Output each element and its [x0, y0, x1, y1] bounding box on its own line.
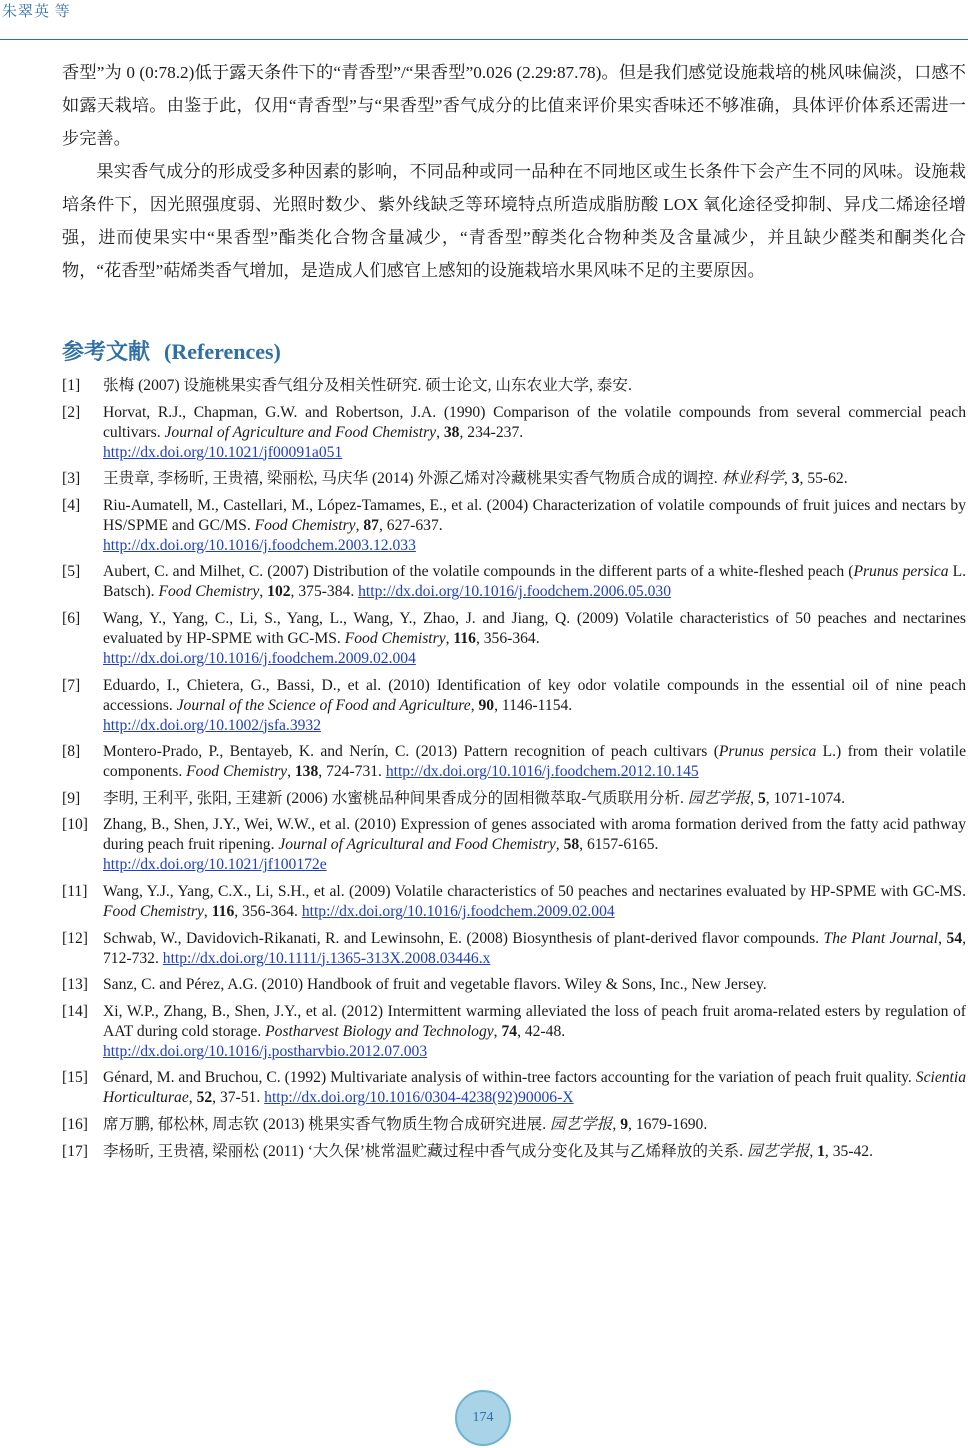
reference-number: [7] — [62, 676, 81, 694]
reference-segment: Xi, W.P., Zhang, B., Shen, J.Y., et al. (2012) Intermittent warming alleviated the loss of peach fruit aroma-related esters by regulation of AAT during cold storage. — [103, 1002, 966, 1040]
reference-journal: 林业科学 — [721, 470, 784, 488]
reference-text — [103, 376, 966, 396]
reference-text — [103, 496, 966, 556]
reference-segment: Montero-Prado, P., Bentayeb, K. and Nerín, C. (2013) Pattern recognition of peach cultivars ( — [103, 743, 719, 761]
reference-number: [12] — [62, 929, 88, 947]
reference-item — [62, 1002, 966, 1062]
reference-number: [17] — [62, 1142, 88, 1160]
reference-journal: 园艺学报 — [687, 789, 751, 807]
doi-link[interactable]: http://dx.doi.org/10.1016/j.foodchem.2006.05.030 — [358, 583, 671, 601]
reference-segment: , 724-731. — [318, 763, 386, 781]
reference-volume: 138 — [294, 763, 319, 781]
doi-link[interactable]: http://dx.doi.org/10.1021/jf00091a051 — [103, 443, 343, 461]
reference-segment: 李杨昕, 王贵禧, 梁丽松 (2011) ‘大久保’桃常温贮藏过程中香气成分变化及其与乙烯释放的关系. — [103, 1142, 747, 1160]
reference-number: [8] — [62, 743, 81, 761]
reference-number: [6] — [62, 609, 81, 627]
doi-link[interactable]: http://dx.doi.org/10.1016/j.foodchem.2012.10.145 — [385, 763, 699, 781]
reference-segment: , 37-51. — [212, 1089, 265, 1107]
reference-segment: , 234-237. — [459, 423, 524, 441]
reference-segment: , 55-62. — [799, 470, 848, 488]
reference-volume: 90 — [478, 696, 495, 714]
reference-segment: , 627-637. — [378, 516, 443, 534]
reference-segment: Eduardo, I., Chietera, G., Bassi, D., et al. (2010) Identification of key odor volatile compounds in the essential oil of nine peach accessions. — [103, 676, 966, 714]
reference-volume: 116 — [211, 902, 235, 920]
reference-segment: , — [493, 1022, 502, 1040]
reference-text — [103, 562, 966, 602]
body-paragraph: 香型”为 0 (0:78.2)低于露天条件下的“青香型”/“果香型”0.026 (2.29:87.78)。但是我们感觉设施栽培的桃风味偏淡，口感不如露天栽培。由鉴于此，仅用“青香型”与“果香型”香气成分的比值来评价果实香味还不够准确，具体评价体系还需进一步完善。 — [62, 63, 966, 148]
reference-segment: , — [355, 516, 364, 534]
reference-text — [103, 403, 966, 463]
reference-number: [11] — [62, 882, 88, 900]
reference-item — [62, 1142, 966, 1162]
reference-text — [103, 742, 966, 782]
reference-segment: 王贵章, 李杨昕, 王贵禧, 梁丽松, 马庆华 (2014) 外源乙烯对冷藏桃果实香气物质合成的调控. — [103, 470, 722, 488]
reference-list — [62, 376, 966, 1168]
reference-volume: 87 — [363, 516, 379, 534]
reference-journal: Journal of Agriculture and Food Chemistry — [164, 423, 437, 441]
reference-item — [62, 975, 966, 995]
reference-volume: 58 — [563, 836, 580, 854]
reference-segment: , 35-42. — [824, 1142, 873, 1160]
reference-journal: Journal of Agricultural and Food Chemistry — [278, 836, 556, 854]
reference-segment: , 1679-1690. — [627, 1115, 708, 1133]
reference-number: [10] — [62, 816, 88, 834]
reference-journal: Prunus persica — [853, 563, 949, 581]
reference-segment: , 375-384. — [290, 583, 359, 601]
doi-link[interactable]: http://dx.doi.org/10.1016/j.postharvbio.2012.07.003 — [103, 1042, 428, 1060]
reference-text — [103, 882, 966, 922]
reference-journal: Journal of the Science of Food and Agriculture — [176, 696, 471, 714]
reference-segment: , — [287, 763, 295, 781]
reference-journal: Food Chemistry — [344, 629, 446, 647]
reference-number: [3] — [62, 470, 81, 488]
reference-item — [62, 1115, 966, 1135]
reference-segment: , 1071-1074. — [765, 789, 845, 807]
reference-journal: Food Chemistry — [186, 763, 288, 781]
reference-number: [14] — [62, 1002, 88, 1020]
reference-segment: , — [445, 629, 454, 647]
reference-journal: The Plant Journal — [823, 929, 939, 947]
reference-item — [62, 882, 966, 922]
reference-journal: 园艺学报 — [746, 1142, 810, 1160]
references-heading — [62, 335, 281, 366]
reference-segment: , — [259, 583, 268, 601]
reference-text — [103, 1142, 966, 1162]
running-head: 朱翠英 等 — [2, 4, 71, 20]
reference-segment: , — [436, 423, 444, 441]
reference-segment: Schwab, W., Davidovich-Rikanati, R. and Lewinsohn, E. (2008) Biosynthesis of plant-derived flavor compounds. — [103, 929, 824, 947]
reference-number: [15] — [62, 1069, 88, 1087]
doi-link[interactable]: http://dx.doi.org/10.1016/0304-4238(92)90006-X — [264, 1089, 574, 1107]
doi-link[interactable]: http://dx.doi.org/10.1111/j.1365-313X.2008.03446.x — [162, 949, 491, 967]
reference-item — [62, 676, 966, 736]
reference-segment: , — [555, 836, 564, 854]
reference-item — [62, 562, 966, 602]
reference-item — [62, 929, 966, 969]
reference-text — [103, 789, 966, 809]
doi-link[interactable]: http://dx.doi.org/10.1016/j.foodchem.2009.02.004 — [301, 902, 615, 920]
reference-text — [103, 1068, 966, 1108]
reference-item — [62, 609, 966, 669]
reference-segment: , — [750, 789, 758, 807]
reference-volume: 52 — [196, 1089, 213, 1107]
reference-number: [4] — [62, 496, 81, 514]
reference-segment: , — [188, 1089, 197, 1107]
reference-segment: 席万鹏, 郁松林, 周志钦 (2013) 桃果实香气物质生物合成研究进展. — [103, 1115, 551, 1133]
body-text — [62, 56, 966, 287]
reference-segment: Zhang, B., Shen, J.Y., Wei, W.W., et al. (2010) Expression of genes associated with aroma formation derived from the fatty acid pathway during peach fruit ripening. — [103, 816, 966, 854]
reference-volume: 116 — [453, 629, 476, 647]
reference-volume: 1 — [817, 1142, 825, 1160]
reference-item — [62, 742, 966, 782]
reference-text — [103, 815, 966, 875]
reference-segment: 张梅 (2007) 设施桃果实香气组分及相关性研究. 硕士论文, 山东农业大学, 泰安. — [103, 377, 632, 394]
reference-segment: , — [809, 1142, 818, 1160]
reference-segment: Wang, Y., Yang, C., Li, S., Yang, L., Wang, Y., Zhao, J. and Jiang, Q. (2009) Volatile characteristics of 50 peaches and nectarines evaluated by HP-SPME with GC-MS. — [103, 609, 966, 647]
reference-segment: , — [203, 902, 212, 920]
reference-item — [62, 815, 966, 875]
reference-volume: 5 — [757, 789, 766, 807]
reference-item — [62, 469, 966, 489]
page-number-badge — [455, 1390, 511, 1446]
reference-segment: Génard, M. and Bruchou, C. (1992) Multivariate analysis of within-tree factors accounting for the variation of peach fruit quality. — [103, 1069, 916, 1087]
reference-segment: Aubert, C. and Milhet, C. (2007) Distribution of the volatile compounds in the different parts of a white-fleshed peach ( — [103, 563, 854, 581]
reference-segment: , — [612, 1115, 621, 1133]
reference-volume: 9 — [620, 1115, 628, 1133]
reference-segment: , — [470, 696, 479, 714]
reference-number: [1] — [62, 377, 81, 394]
reference-text — [103, 676, 966, 736]
reference-segment: Riu-Aumatell, M., Castellari, M., López-Tamames, E., et al. (2004) Characterization of volatile compounds of fruit juices and nectars by HS/SPME and GC/MS. — [103, 496, 966, 534]
reference-item — [62, 376, 966, 396]
reference-number: [2] — [62, 403, 81, 421]
reference-item — [62, 403, 966, 463]
reference-volume: 54 — [946, 929, 963, 947]
reference-volume: 102 — [267, 583, 291, 601]
reference-segment: Horvat, R.J., Chapman, G.W. and Robertson, J.A. (1990) Comparison of the volatile compounds from several commercial peach cultivars. — [103, 403, 966, 441]
reference-text — [103, 609, 966, 669]
references-heading-cn: 参考文献 — [62, 339, 151, 364]
reference-number: [16] — [62, 1115, 88, 1133]
reference-number: [13] — [62, 976, 88, 994]
reference-item — [62, 789, 966, 809]
reference-segment: L. Batsch). — [103, 563, 967, 601]
reference-journal: Food Chemistry — [103, 902, 204, 920]
reference-segment: Sanz, C. and Pérez, A.G. (2010) Handbook of fruit and vegetable flavors. Wiley & Sons, Inc., New Jersey. — [103, 976, 767, 994]
reference-text — [103, 1115, 966, 1135]
doi-link[interactable]: http://dx.doi.org/10.1021/jf100172e — [103, 856, 327, 874]
reference-segment: 李明, 王利平, 张阳, 王建新 (2006) 水蜜桃品种间果香成分的固相微萃取-气质联用分析. — [103, 789, 688, 807]
reference-journal: Postharvest Biology and Technology — [265, 1022, 494, 1040]
reference-segment: , — [783, 470, 792, 488]
page-number: 174 — [472, 1410, 494, 1425]
reference-item — [62, 496, 966, 556]
doi-link[interactable]: http://dx.doi.org/10.1016/j.foodchem.2009.02.004 — [103, 649, 416, 667]
body-paragraph: 果实香气成分的形成受多种因素的影响，不同品种或同一品种在不同地区或生长条件下会产生不同的风味。设施栽培条件下，因光照强度弱、光照时数少、紫外线缺乏等环境特点所造成脂肪酸 LOX 氧化途径受抑制、异戊二烯途径增强，进而使果实中“果香型”酯类化合物含量减少，“青香型”醇类化合物种类及含量减少，并且缺少醛类和酮类化合物，“花香型”萜烯类香气增加，是造成人们感官上感知的设施栽培水果风味不足的主要原因。 — [62, 162, 966, 280]
reference-segment: , 6157-6165. — [579, 836, 659, 854]
reference-text — [103, 975, 966, 995]
reference-segment: , — [938, 929, 947, 947]
reference-volume: 38 — [443, 423, 460, 441]
reference-journal: Scientia Horticulturae — [103, 1069, 966, 1107]
reference-segment: , 712-732. — [103, 929, 967, 967]
reference-journal: Food Chemistry — [254, 516, 356, 534]
reference-volume: 74 — [501, 1022, 518, 1040]
reference-number: [5] — [62, 563, 81, 581]
reference-segment: Wang, Y.J., Yang, C.X., Li, S.H., et al. (2009) Volatile characteristics of 50 peaches and nectarines evaluated by HP-SPME with GC-MS. — [103, 882, 966, 900]
reference-segment: , 42-48. — [517, 1022, 566, 1040]
header-rule — [0, 39, 968, 40]
reference-journal: Food Chemistry — [158, 583, 260, 601]
reference-text — [103, 469, 966, 489]
reference-volume: 3 — [791, 470, 800, 488]
reference-segment: , 1146-1154. — [494, 696, 573, 714]
reference-item — [62, 1068, 966, 1108]
reference-number: [9] — [62, 789, 81, 807]
reference-text — [103, 1002, 966, 1062]
reference-journal: Prunus persica — [718, 743, 817, 761]
doi-link[interactable]: http://dx.doi.org/10.1002/jsfa.3932 — [103, 716, 322, 734]
reference-segment: , 356-364. — [234, 902, 302, 920]
reference-segment: L.) from their volatile components. — [103, 743, 967, 781]
doi-link[interactable]: http://dx.doi.org/10.1016/j.foodchem.2003.12.033 — [103, 536, 416, 554]
reference-segment: , 356-364. — [475, 629, 540, 647]
reference-journal: 园艺学报 — [550, 1115, 613, 1133]
reference-text — [103, 929, 966, 969]
references-heading-en: (References) — [164, 339, 281, 364]
